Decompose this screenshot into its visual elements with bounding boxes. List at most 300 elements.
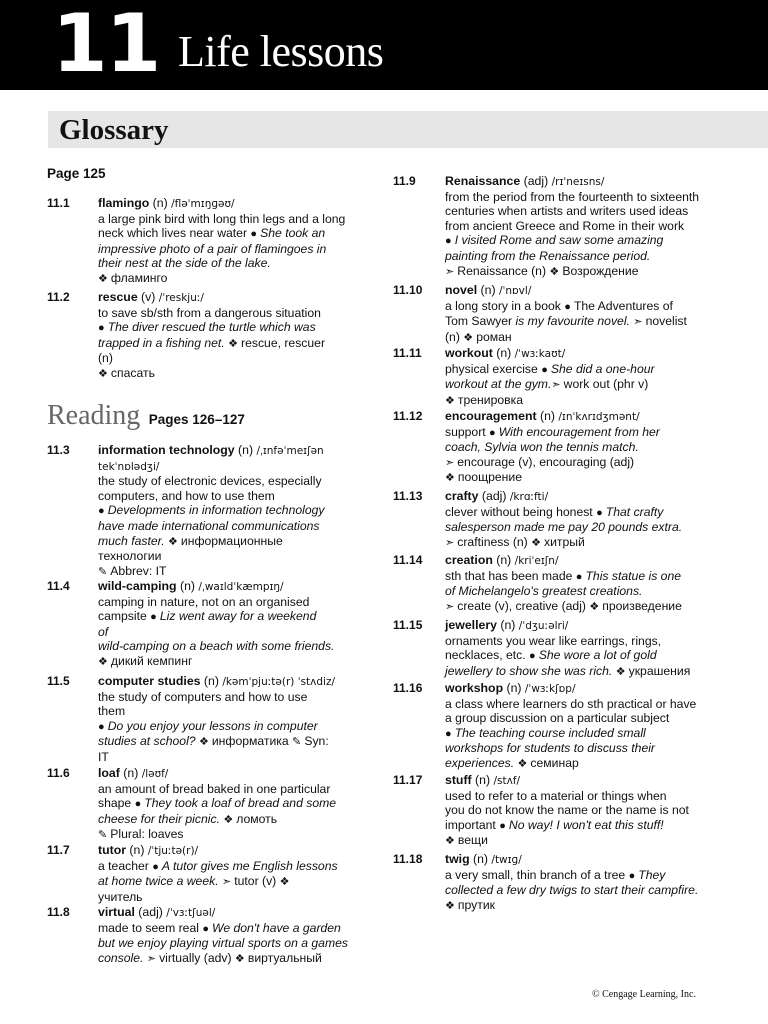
- part-of-speech: (adj): [138, 905, 163, 919]
- entry-body: [445, 283, 687, 345]
- entry-text: (n): [98, 351, 113, 366]
- entry-text: support: [445, 424, 490, 439]
- entry-line: [98, 609, 334, 625]
- entry-line: [98, 336, 325, 352]
- headword: creation: [445, 553, 493, 567]
- symbol-icon: ❖: [531, 536, 545, 549]
- example-text: workshops for students to discuss their: [445, 741, 655, 756]
- entry-line: [98, 459, 325, 475]
- copyright-footer: © Cengage Learning, Inc.: [592, 989, 696, 1000]
- symbol-icon: ❖: [98, 655, 111, 668]
- entry-headline: [98, 905, 348, 921]
- entry-headline: [445, 553, 682, 569]
- entry-text: украшения: [628, 663, 691, 678]
- entry-text: create (v), creative (adj): [457, 598, 590, 613]
- symbol-icon: ❖: [445, 899, 458, 912]
- part-of-speech: (n): [500, 618, 516, 632]
- entry-line: [445, 634, 690, 649]
- entry-line: [445, 741, 696, 756]
- entry-number: 11.3: [47, 443, 70, 457]
- entry-line: [445, 204, 699, 219]
- entry-number: 11.8: [47, 905, 70, 919]
- example-text: No way! I won't eat this stuff!: [508, 817, 664, 832]
- entry-number: 11.16: [393, 681, 423, 695]
- symbol-icon: ➣: [146, 952, 160, 965]
- symbol-icon: ✎: [98, 829, 111, 842]
- entry-body: [445, 618, 690, 679]
- entry-text: neck which lives near water: [98, 226, 251, 241]
- entry-body: [98, 579, 334, 670]
- symbol-icon: ✎: [98, 565, 111, 578]
- entry-line: [98, 306, 325, 321]
- entry-line: [98, 489, 325, 504]
- entry-number: 11.14: [393, 553, 423, 567]
- pronunciation: /ˈnɒvl/: [498, 285, 532, 297]
- example-text: We don't have a garden: [212, 920, 341, 935]
- bullet-icon: ●: [628, 869, 639, 882]
- entry-line: [445, 393, 655, 409]
- entry-body: [445, 174, 699, 279]
- symbol-icon: ❖: [168, 535, 181, 548]
- entry-line: [98, 951, 348, 967]
- example-text: studies at school?: [98, 734, 199, 749]
- entry-line: [445, 249, 699, 264]
- example-text: They: [638, 867, 666, 882]
- entry-headline: [98, 766, 336, 782]
- entry-text: Plural: loaves: [110, 827, 184, 842]
- example-text: cheese for their picnic.: [98, 811, 224, 826]
- entry-text: a long story in a book: [445, 298, 565, 313]
- entry-line: [445, 362, 655, 378]
- entry-line: [445, 569, 682, 585]
- bullet-icon: ●: [150, 611, 160, 624]
- bullet-icon: ●: [98, 720, 108, 733]
- entry-text: camping in nature, not on an organised: [98, 594, 310, 609]
- pronunciation: /fləˈmɪŋɡəʊ/: [171, 198, 235, 210]
- part-of-speech: (n): [480, 283, 496, 297]
- entry-text: a class where learners do sth practical or have: [445, 696, 697, 711]
- entry-line: [445, 299, 687, 315]
- entry-text: the study of electronic devices, especially: [98, 474, 322, 489]
- entry-line: [98, 734, 335, 750]
- entry-headline: [98, 674, 335, 690]
- entry-line: [445, 756, 696, 772]
- example-text: She did a one-hour: [550, 361, 655, 376]
- bullet-icon: ●: [575, 570, 586, 583]
- pronunciation: /twɪɡ/: [491, 854, 522, 866]
- example-text: The diver rescued the turtle which was: [107, 320, 316, 335]
- entry-headline: [445, 346, 655, 362]
- headword: stuff: [445, 773, 472, 787]
- example-text: collected a few dry twigs to start their campfire.: [445, 883, 699, 898]
- headword: novel: [445, 283, 478, 297]
- bullet-icon: ●: [564, 300, 574, 313]
- symbol-icon: ➣: [445, 536, 458, 549]
- entry-line: [98, 782, 336, 797]
- pronunciation: /ˈwɜːkaʊt/: [514, 348, 566, 360]
- entry-text: virtually (adv): [159, 950, 235, 965]
- entry-text: Abbrev: IT: [110, 563, 167, 578]
- entry-text: тренировка: [457, 392, 524, 407]
- symbol-icon: ❖: [445, 472, 458, 485]
- entry-line: [445, 233, 699, 249]
- entry-line: [98, 704, 335, 719]
- entry-number: 11.5: [47, 674, 70, 688]
- entry-text: Tom Sawyer: [445, 314, 516, 329]
- example-text: This statue is one: [585, 568, 682, 583]
- entry-line: [445, 425, 660, 441]
- example-text: of: [98, 624, 109, 639]
- entry-body: [98, 766, 336, 843]
- example-text: console.: [98, 950, 147, 965]
- example-text: at home twice a week.: [98, 874, 222, 889]
- symbol-icon: ❖: [615, 665, 629, 678]
- headword: rescue: [98, 290, 138, 304]
- part-of-speech: (n): [506, 681, 522, 695]
- entry-text: спасать: [110, 365, 155, 380]
- entry-line: [445, 520, 682, 535]
- headword: jewellery: [445, 618, 497, 632]
- entry-line: [98, 625, 334, 640]
- entry-headline: [445, 409, 660, 425]
- headword: information technology: [98, 443, 235, 457]
- entry-text: информатика: [211, 734, 293, 749]
- pronunciation: /ˌɪnfəˈmeɪʃən: [256, 445, 324, 457]
- entry-line: [445, 648, 690, 664]
- symbol-icon: ❖: [279, 876, 290, 889]
- entry-line: [445, 584, 682, 599]
- example-text: A tutor gives me English lessons: [161, 858, 338, 873]
- entry-text: семинар: [530, 755, 579, 770]
- entry-line: [98, 719, 335, 735]
- pronunciation: /ˈwɜːkʃɒp/: [524, 683, 576, 695]
- symbol-icon: ❖: [234, 952, 248, 965]
- entry-number: 11.9: [393, 174, 416, 188]
- part-of-speech: (n): [123, 766, 139, 780]
- entry-text: sth that has been made: [445, 568, 576, 583]
- entry-line: [98, 654, 334, 670]
- headword: twig: [445, 852, 470, 866]
- entry-line: [98, 351, 325, 366]
- entry-text: Renaissance (n): [457, 263, 550, 278]
- entry-line: [445, 264, 699, 280]
- entry-text: a group discussion on a particular subject: [445, 711, 670, 726]
- entry-text: made to seem real: [98, 920, 203, 935]
- symbol-icon: ❖: [589, 600, 603, 613]
- entry-number: 11.1: [47, 196, 70, 210]
- bullet-icon: ●: [541, 363, 551, 376]
- entry-line: [98, 226, 345, 242]
- entry-body: [445, 489, 682, 550]
- entry-line: [98, 320, 325, 336]
- part-of-speech: (n): [203, 674, 219, 688]
- headword: workout: [445, 346, 493, 360]
- entry-line: [98, 271, 345, 287]
- entry-text: novelist: [645, 314, 687, 329]
- entry-headline: [445, 773, 689, 789]
- entry-line: [98, 595, 334, 610]
- example-text: painting from the Renaissance period.: [445, 248, 651, 263]
- example-text: The teaching course included small: [454, 725, 646, 740]
- entry-line: [98, 549, 325, 564]
- entry-line: [445, 726, 696, 742]
- entry-text: a large pink bird with long thin legs and a long: [98, 211, 346, 226]
- symbol-icon: ❖: [98, 367, 111, 380]
- symbol-icon: ❖: [223, 813, 237, 826]
- glossary-heading-bar: [48, 111, 768, 148]
- bullet-icon: ●: [98, 505, 108, 518]
- entry-text: IT: [98, 749, 109, 764]
- entry-line: [445, 470, 660, 486]
- part-of-speech: (v): [141, 290, 156, 304]
- entry-headline: [445, 618, 690, 634]
- page-label: Page 125: [47, 166, 106, 181]
- example-text: Liz went away for a weekend: [159, 609, 317, 624]
- headword: virtual: [98, 905, 135, 919]
- bullet-icon: ●: [529, 650, 539, 663]
- entry-line: [445, 711, 696, 726]
- reading-pages: Pages 126–127: [148, 412, 245, 427]
- symbol-icon: ➣: [551, 379, 564, 392]
- entry-number: 11.10: [393, 283, 423, 297]
- entry-text: shape: [98, 796, 135, 811]
- entry-text: physical exercise: [445, 361, 542, 376]
- example-text: That crafty: [605, 504, 664, 519]
- glossary-title: Glossary: [59, 114, 169, 146]
- pronunciation: /ˈdʒuːəlri/: [518, 620, 569, 632]
- entry-number: 11.2: [47, 290, 70, 304]
- entry-headline: [445, 489, 682, 505]
- entry-number: 11.7: [47, 843, 70, 857]
- entry-text: the study of computers and how to use: [98, 689, 308, 704]
- unit-number: 11: [52, 0, 160, 90]
- reading-title: Reading: [47, 400, 141, 431]
- entry-text: ornaments you wear like earrings, rings,: [445, 633, 662, 648]
- entry-line: [445, 868, 698, 884]
- symbol-icon: ✎: [292, 736, 305, 749]
- entry-text: necklaces, etc.: [445, 648, 529, 663]
- example-text: They took a loaf of bread and some: [144, 796, 337, 811]
- entry-line: [445, 883, 698, 898]
- entry-number: 11.4: [47, 579, 70, 593]
- symbol-icon: ❖: [445, 394, 458, 407]
- entry-number: 11.12: [393, 409, 423, 423]
- headword: loaf: [98, 766, 120, 780]
- symbol-icon: ➣: [445, 456, 458, 469]
- entry-line: [445, 440, 660, 455]
- part-of-speech: (n): [475, 773, 491, 787]
- example-text: wild-camping on a beach with some friends.: [98, 639, 335, 654]
- symbol-icon: ➣: [445, 265, 458, 278]
- entry-text: encourage (v), encouraging (adj): [457, 454, 635, 469]
- entry-headline: [445, 852, 698, 868]
- entry-text: computers, and how to use them: [98, 488, 275, 503]
- example-text: jewellery to show she was rich.: [445, 663, 616, 678]
- part-of-speech: (n): [129, 843, 145, 857]
- entry-line: [98, 750, 335, 765]
- entry-line: [445, 330, 687, 346]
- entry-line: [445, 599, 682, 615]
- entry-text: you do not know the name or the name is not: [445, 803, 689, 818]
- pronunciation: /ˈvɜːtʃuəl/: [166, 907, 216, 919]
- entry-text: from the period from the fourteenth to sixteenth: [445, 189, 700, 204]
- entry-text: craftiness (n): [457, 534, 532, 549]
- entry-text: to save sb/sth from a dangerous situation: [98, 305, 321, 320]
- part-of-speech: (adj): [523, 174, 549, 188]
- pronunciation: /rɪˈneɪsns/: [551, 176, 605, 188]
- bullet-icon: ●: [499, 819, 509, 832]
- pronunciation: /krɑːfti/: [509, 491, 549, 503]
- part-of-speech: (n): [238, 443, 254, 457]
- part-of-speech: (n): [539, 409, 555, 423]
- entry-body: [98, 443, 325, 579]
- symbol-icon: ❖: [549, 265, 563, 278]
- symbol-icon: ➣: [633, 316, 646, 329]
- entry-body: [445, 346, 655, 408]
- entry-line: [98, 564, 325, 580]
- headword: workshop: [445, 681, 504, 695]
- reading-section-heading: [47, 400, 245, 432]
- entry-line: [445, 803, 689, 818]
- entry-headline: [445, 174, 699, 190]
- entry-body: [445, 681, 696, 772]
- entry-line: [98, 690, 335, 705]
- entry-body: [445, 409, 660, 486]
- entry-line: [445, 818, 689, 834]
- entry-text: технологии: [98, 549, 162, 564]
- entry-body: [98, 905, 348, 966]
- pronunciation: /stʌf/: [493, 775, 521, 787]
- entry-line: [445, 455, 660, 471]
- symbol-icon: ➣: [221, 876, 235, 889]
- entry-headline: [98, 290, 325, 306]
- entry-text: them: [98, 704, 126, 719]
- entry-text: The Adventures of: [573, 298, 673, 313]
- entry-line: [98, 796, 336, 812]
- bullet-icon: ●: [98, 322, 108, 335]
- entry-body: [98, 674, 335, 765]
- entry-line: [98, 874, 338, 890]
- entry-line: [98, 936, 348, 951]
- bullet-icon: ●: [596, 506, 606, 519]
- entry-number: 11.6: [47, 766, 70, 780]
- part-of-speech: (n): [152, 196, 168, 210]
- pronunciation: /ˌwaɪldˈkæmpɪŋ/: [198, 581, 284, 593]
- unit-header: [0, 0, 768, 90]
- entry-text: ломоть: [236, 811, 278, 826]
- headword: encouragement: [445, 409, 537, 423]
- part-of-speech: (n): [179, 579, 195, 593]
- example-text: Developments in information technology: [107, 503, 325, 518]
- entry-line: [98, 639, 334, 654]
- entry-text: campsite: [98, 609, 151, 624]
- entry-line: [98, 519, 325, 534]
- entry-line: [98, 242, 345, 257]
- entry-number: 11.18: [393, 852, 423, 866]
- part-of-speech: (n): [496, 553, 512, 567]
- entry-text: work out (phr v): [563, 377, 649, 392]
- symbol-icon: ❖: [517, 757, 531, 770]
- entry-line: [445, 697, 696, 712]
- entry-text: (n): [445, 329, 464, 344]
- entry-line: [98, 366, 325, 382]
- example-text: is my favourite novel.: [515, 314, 634, 329]
- example-text: of Michelangelo's greatest creations.: [445, 584, 643, 599]
- bullet-icon: ●: [152, 860, 162, 873]
- entry-line: [98, 503, 325, 519]
- headword: computer studies: [98, 674, 201, 688]
- entry-number: 11.13: [393, 489, 423, 503]
- entry-text: прутик: [457, 897, 495, 912]
- entry-line: [445, 789, 689, 804]
- part-of-speech: (adj): [481, 489, 507, 503]
- entry-text: информационные: [180, 533, 283, 548]
- entry-text: роман: [476, 329, 512, 344]
- symbol-icon: ❖: [228, 337, 242, 350]
- entry-text: an amount of bread baked in one particular: [98, 781, 331, 796]
- entry-text: from ancient Greece and Rome in their work: [445, 218, 685, 233]
- example-text: She took an: [260, 226, 326, 241]
- entry-line: [445, 505, 682, 521]
- pronunciation: /kriˈeɪʃn/: [514, 555, 559, 567]
- entry-body: [445, 553, 682, 614]
- example-text: With encouragement from her: [498, 424, 660, 439]
- example-text: She wore a lot of gold: [538, 648, 657, 663]
- entry-text: clever without being honest: [445, 504, 597, 519]
- entry-headline: [98, 196, 345, 212]
- entry-line: [98, 534, 325, 550]
- symbol-icon: ❖: [98, 272, 111, 285]
- example-text: I visited Rome and saw some amazing: [454, 233, 664, 248]
- pronunciation: /ˈreskjuː/: [158, 292, 204, 304]
- symbol-icon: ❖: [198, 736, 212, 749]
- entry-text: хитрый: [544, 534, 585, 549]
- example-text: have made international communications: [98, 518, 320, 533]
- entry-line: [445, 377, 655, 393]
- entry-line: [445, 664, 690, 680]
- entry-headline: [445, 681, 696, 697]
- pronunciation: /kəmˈpjuːtə(r) ˈstʌdiz/: [222, 676, 336, 688]
- entry-text: виртуальный: [247, 950, 322, 965]
- entry-body: [445, 773, 689, 849]
- entry-number: 11.15: [393, 618, 423, 632]
- bullet-icon: ●: [445, 235, 455, 248]
- entry-line: [98, 812, 336, 828]
- pronunciation: /ləʊf/: [141, 768, 169, 780]
- symbol-icon: ❖: [445, 835, 458, 848]
- example-text: coach, Sylvia won the tennis match.: [445, 440, 639, 455]
- entry-text: important: [445, 817, 500, 832]
- example-text: their nest at the side of the lake.: [98, 256, 271, 271]
- entry-headline: [98, 579, 334, 595]
- entry-line: [98, 890, 338, 905]
- part-of-speech: (n): [472, 852, 489, 866]
- entry-text: rescue, rescuer: [241, 335, 326, 350]
- entry-line: [98, 256, 345, 271]
- headword: Renaissance: [445, 174, 521, 188]
- bullet-icon: ●: [202, 922, 213, 935]
- headword: tutor: [98, 843, 126, 857]
- entry-text: a teacher: [98, 858, 153, 873]
- bullet-icon: ●: [489, 426, 499, 439]
- entry-line: [445, 833, 689, 849]
- symbol-icon: ❖: [463, 331, 477, 344]
- part-of-speech: (n): [496, 346, 512, 360]
- entry-line: [98, 212, 345, 227]
- headword: flamingo: [98, 196, 150, 210]
- entry-body: [98, 290, 325, 382]
- bullet-icon: ●: [134, 798, 145, 811]
